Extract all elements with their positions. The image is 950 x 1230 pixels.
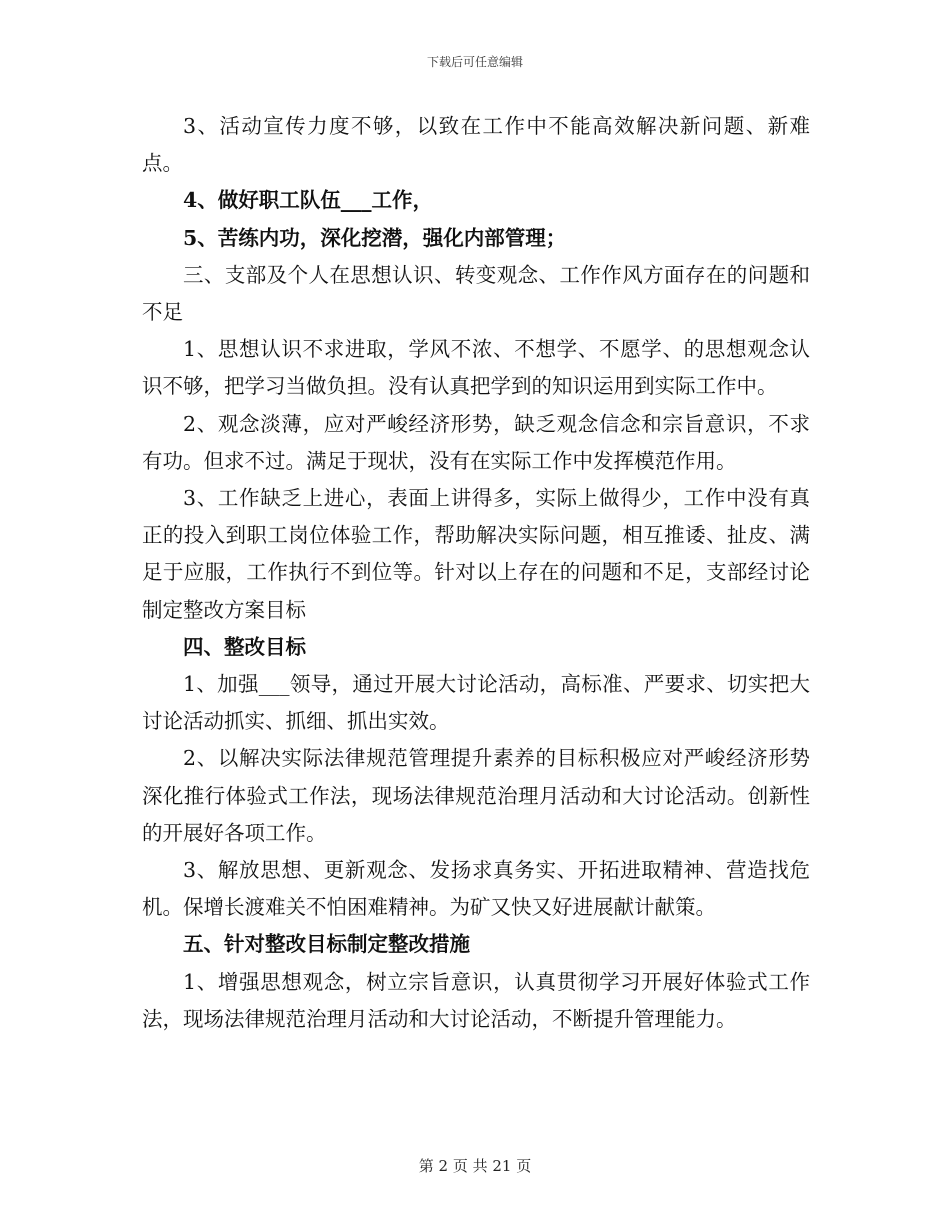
page-header: 下载后可任意编辑	[426, 55, 523, 69]
paragraph-concept: 2、观念淡薄，应对严峻经济形势，缺乏观念信念和宗旨意识，不求有功。但求不过。满足于现状，没有在实际工作中发挥模范作用。	[142, 411, 810, 473]
document-body	[142, 108, 810, 1038]
paragraph-goal-1: 1、加强___领导，通过开展大讨论活动，高标准、严要求、切实把大讨论活动抓实、抓细、抓出实效。	[142, 672, 810, 734]
heading-workforce: 4、做好职工队伍___工作，	[183, 188, 434, 213]
paragraph-work-attitude: 3、工作缺乏上进心，表面上讲得多，实际上做得少，工作中没有真正的投入到职工岗位体验工作，帮助解决实际问题，相互推诿、扯皮、满足于应服，工作执行不到位等。针对以上存在的问题和不足，支部经讨论制定整改方案目标	[142, 486, 810, 622]
heading-internal-management: 5、苦练内功，深化挖潜，强化内部管理；	[183, 225, 567, 250]
paragraph-goal-3: 3、解放思想、更新观念、发扬求真务实、开拓进取精神、营造找危机。保增长渡难关不怕困难精神。为矿又快又好进展献计献策。	[142, 858, 810, 920]
paragraph-thought: 1、思想认识不求进取，学风不浓、不想学、不愿学、的思想观念认识不够，把学习当做负担。没有认真把学到的知识运用到实际工作中。	[142, 337, 810, 399]
paragraph-activity-promotion: 3、活动宣传力度不够，以致在工作中不能高效解决新问题、新难点。	[142, 114, 810, 176]
paragraph-measure-1: 1、增强思想观念，树立宗旨意识，认真贯彻学习开展好体验式工作法，现场法律规范治理月活动和大讨论活动，不断提升管理能力。	[142, 969, 810, 1031]
paragraph-goal-2: 2、以解决实际法律规范管理提升素养的目标积极应对严峻经济形势深化推行体验式工作法，现场法律规范治理月活动和大讨论活动。创新性的开展好各项工作。	[142, 746, 810, 845]
section-three-title: 三、支部及个人在思想认识、转变观念、工作作风方面存在的问题和不足	[142, 262, 810, 325]
section-five-title: 五、针对整改目标制定整改措施	[183, 932, 470, 957]
page-footer: 第 2 页 共 21 页	[418, 1157, 532, 1175]
section-four-title: 四、整改目标	[183, 634, 306, 659]
